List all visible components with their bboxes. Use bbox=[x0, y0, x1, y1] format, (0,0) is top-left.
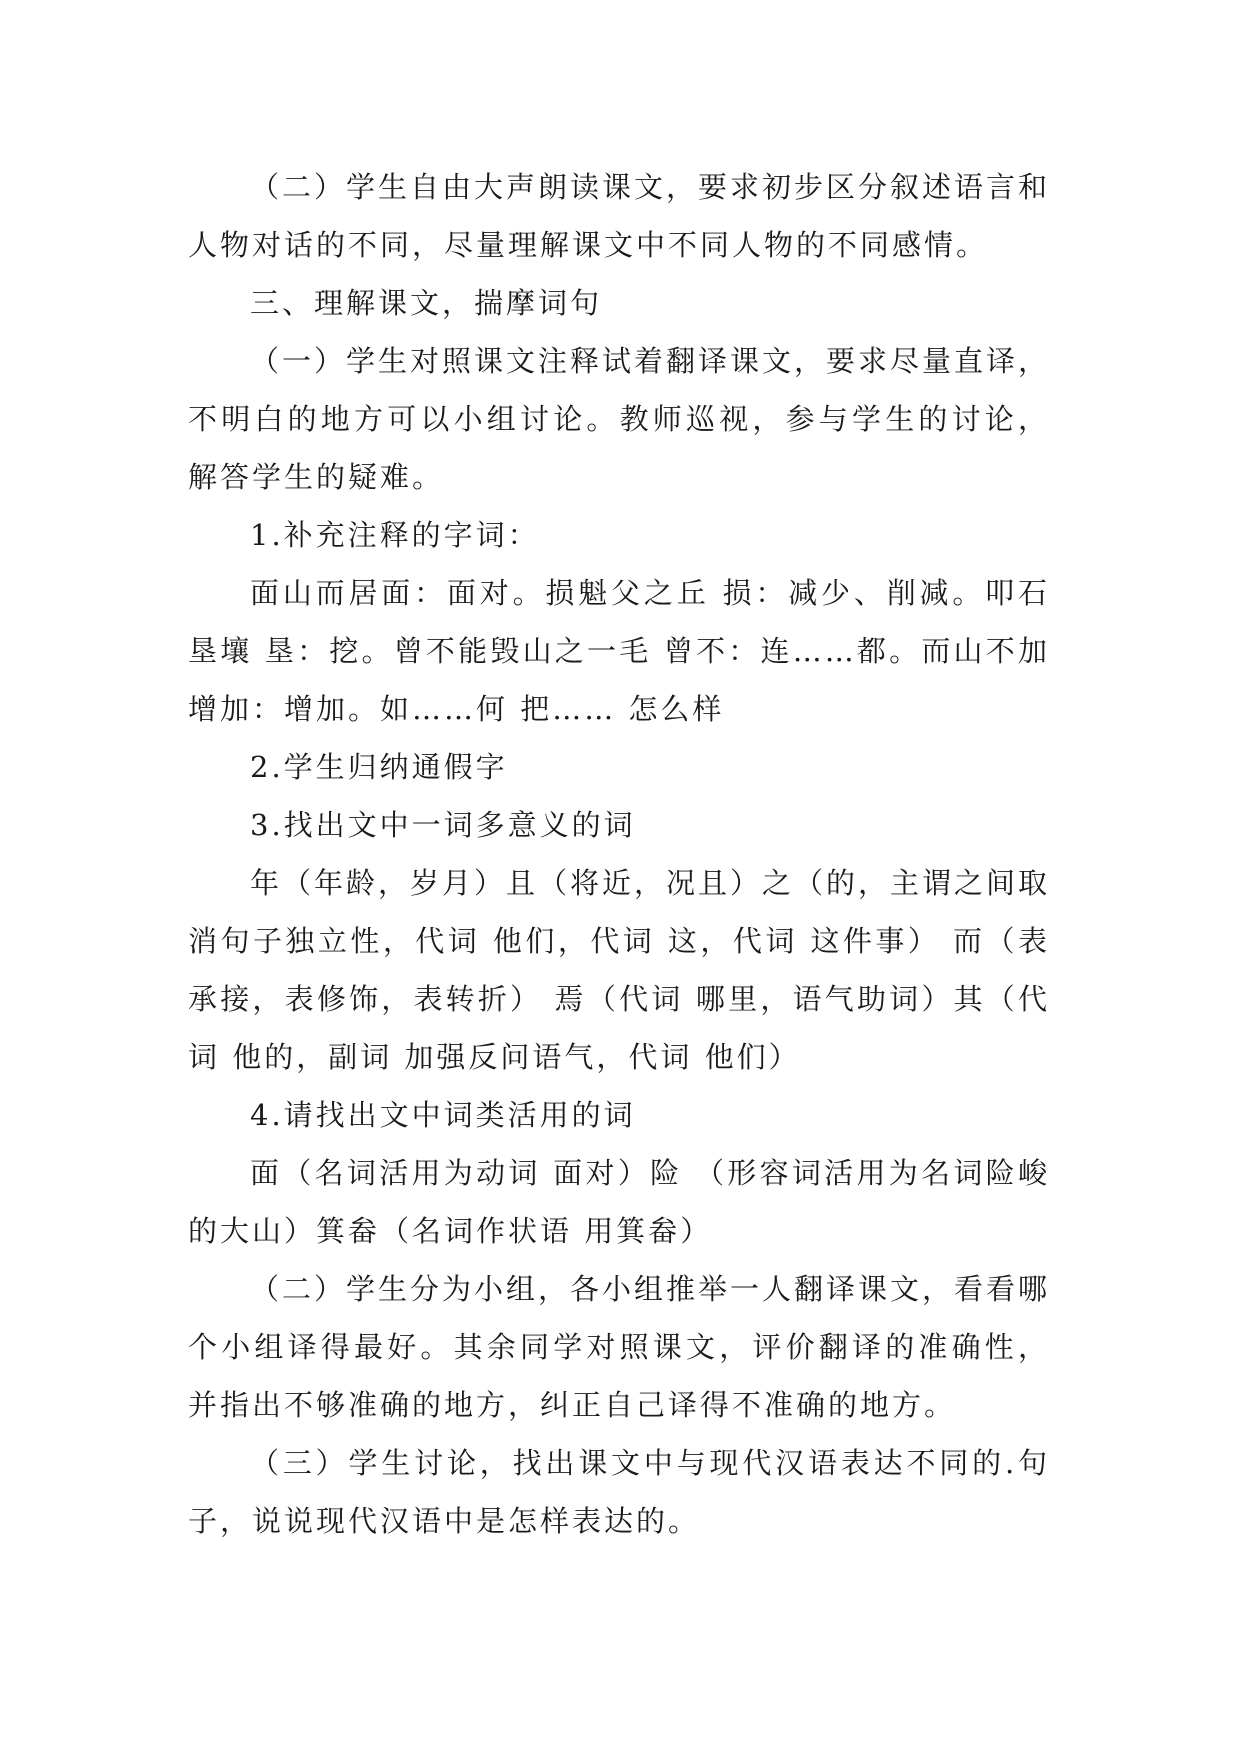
paragraph-translation-task: （一）学生对照课文注释试着翻译课文，要求尽量直译，不明白的地方可以小组讨论。教师巡视，参与学生的讨论，解答学生的疑难。 bbox=[188, 344, 1051, 494]
list-item-3-content: 年（年龄，岁月）且（将近，况且）之（的，主谓之间取消句子独立性，代词 他们，代词 这，代词 这件事） 而（表承接，表修饰，表转折） 焉（代词 哪里，语气助词）其（代词 他的，副词 加强反问语气，代词 他们） bbox=[188, 866, 1051, 1074]
list-item-1-content: 面山而居面：面对。损魁父之丘 损：减少、削减。叩石垦壤 垦：挖。曾不能毁山之一毛 曾不：连……都。而山不加增加：增加。如……何 把…… 怎么样 bbox=[188, 576, 1050, 726]
list-item-4-heading: 4.请找出文中词类活用的词 bbox=[250, 1098, 636, 1132]
list-item-4-content: 面（名词活用为动词 面对）险 （形容词活用为名词险峻的大山）箕畚（名词作状语 用箕畚） bbox=[188, 1156, 1050, 1248]
paragraph-group-translation: （二）学生分为小组，各小组推举一人翻译课文，看看哪个小组译得最好。其余同学对照课文，评价翻译的准确性，并指出不够准确的地方，纠正自己译得不准确的地方。 bbox=[188, 1272, 1051, 1422]
paragraph-1: （二）学生自由大声朗读课文，要求初步区分叙述语言和人物对话的不同，尽量理解课文中不同人物的不同感情。 bbox=[188, 170, 1051, 262]
list-item-2-heading: 2.学生归纳通假字 bbox=[250, 750, 508, 784]
document-body bbox=[188, 158, 1050, 1550]
list-item-1-heading: 1.补充注释的字词： bbox=[250, 518, 540, 552]
paragraph-discussion: （三）学生讨论，找出课文中与现代汉语表达不同的.句子，说说现代汉语中是怎样表达的。 bbox=[188, 1446, 1050, 1538]
list-item-3-heading: 3.找出文中一词多意义的词 bbox=[250, 808, 636, 842]
section-heading-3: 三、理解课文，揣摩词句 bbox=[250, 286, 603, 320]
